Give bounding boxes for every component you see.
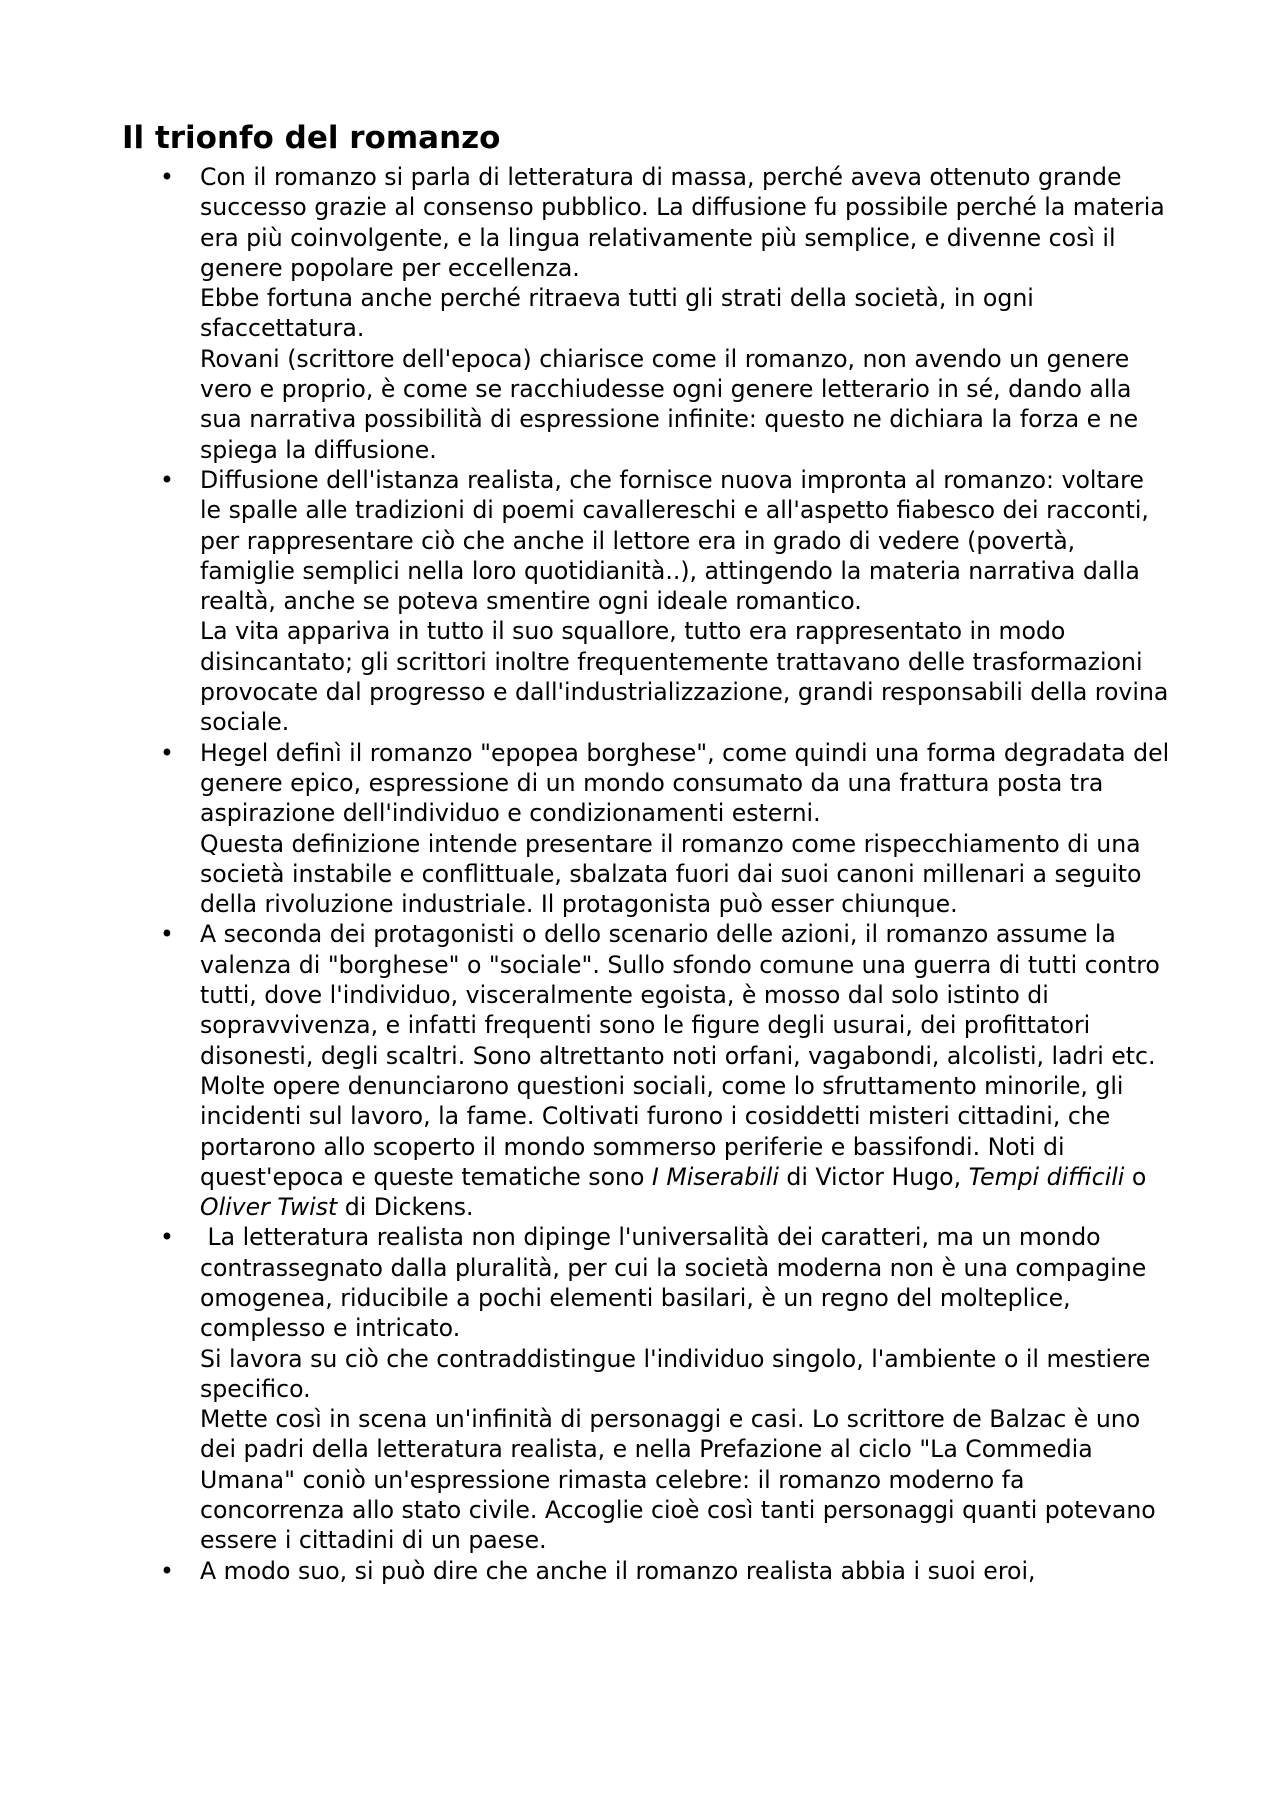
work-title: Tempi difficili [968, 1162, 1125, 1191]
bullet-icon: • [160, 1556, 174, 1585]
bullet-icon: • [160, 163, 174, 191]
paragraph: Con il romanzo si parla di letteratura di massa, perché aveva ottenuto grande successo grazie al consenso pubblico. La diffusione fu possibile perché la materia era più coinvolgente, e la lingua relativamente più semplice, e divenne così il genere popolare per eccellenza. [200, 163, 1165, 282]
bullet-icon: • [160, 920, 174, 949]
bullet-icon: • [160, 738, 174, 767]
paragraph: Questa definizione intende presentare il romanzo come rispecchiamento di una società instabile e conflittuale, sbalzata fuori dai suoi canoni millenari a seguito della rivoluzione industriale. Il protagonista può esser chiunque. [200, 829, 1142, 919]
list-item [0, 465, 1280, 738]
paragraph: La letteratura realista non dipinge l'universalità dei caratteri, ma un mondo contrassegnato dalla pluralità, per cui la società moderna non è una compagine omogenea, riducibile a pochi elementi basilari, è un regno del molteplice, complesso e intricato. [200, 1223, 1154, 1343]
list-item [0, 162, 1280, 465]
paragraph: Mette così in scena un'infinità di personaggi e casi. Lo scrittore de Balzac è uno dei padri della letteratura realista, e nella Prefazione al ciclo "La Commedia Umana" coniò un'espressione rimasta celebre: il romanzo moderno fa concorrenza allo stato civile. Accoglie cioè così tanti personaggi quanti potevano essere i cittadini di un paese. [200, 1405, 1156, 1555]
work-title: Oliver Twist [200, 1193, 338, 1222]
paragraph-text: di Victor Hugo, [778, 1162, 969, 1191]
paragraph: Si lavora su ciò che contraddistingue l'individuo singolo, l'ambiente o il mestiere specifico. [200, 1344, 1151, 1403]
paragraph: Ebbe fortuna anche perché ritraeva tutti gli strati della società, in ogni sfaccettatura. [200, 284, 1034, 343]
bullet-list [0, 162, 1280, 1586]
paragraph: Hegel definì il romanzo "epopea borghese", come quindi una forma degradata del genere epico, espressione di un mondo consumato da una frattura posta tra aspirazione dell'individuo e condizionamenti esterni. [200, 738, 1170, 828]
paragraph: La vita appariva in tutto il suo squallore, tutto era rappresentato in modo disincantato; gli scrittori inoltre frequentemente trattavano delle trasformazioni provocate dal progresso e dall'industrializzazione, grandi responsabili della rovina sociale. [200, 617, 1169, 737]
paragraph: A modo suo, si può dire che anche il romanzo realista abbia i suoi eroi, [200, 1556, 1036, 1585]
paragraph: Diffusione dell'istanza realista, che fornisce nuova impronta al romanzo: voltare le spalle alle tradizioni di poemi cavallereschi e all'aspetto fiabesco dei racconti, per rappresentare ciò che anche il lettore era in grado di vedere (povertà, famiglie semplici nella loro quotidianità..), attingendo la materia narrativa dalla realtà, anche se poteva smentire ogni ideale romantico. [200, 465, 1149, 616]
page-title: Il trionfo del romanzo [122, 120, 501, 156]
list-item [0, 1222, 1280, 1555]
list-item [0, 1556, 1280, 1586]
paragraph: Rovani (scrittore dell'epoca) chiarisce come il romanzo, non avendo un genere vero e proprio, è come se racchiudesse ogni genere letterario in sé, dando alla sua narrativa possibilità di espressione infinite: questo ne dichiara la forza e ne spiega la diffusione. [200, 344, 1139, 464]
list-item [0, 919, 1280, 1222]
work-title: I Miserabili [651, 1162, 779, 1191]
paragraph-text: o [1124, 1162, 1147, 1191]
bullet-icon: • [160, 1223, 174, 1252]
list-item [0, 738, 1280, 920]
paragraph-text: di Dickens. [337, 1193, 474, 1222]
bullet-icon: • [160, 465, 174, 494]
paragraph-text: A seconda dei protagonisti o dello scenario delle azioni, il romanzo assume la valenza di "borghese" o "sociale". Sullo sfondo comune una guerra di tutti contro tutti, dove l'individuo, visceralmente egoista, è mosso dal solo istinto di sopravvivenza, e infatti frequenti sono le figure degli usurai, dei profittatori disonesti, degli scaltri. Sono altrettanto noti orfani, vagabondi, alcolisti, ladri etc. Molte opere denunciarono questioni sociali, come lo sfruttamento minorile, gli incidenti sul lavoro, la fame. Coltivati furono i cosiddetti misteri cittadini, che portarono allo scoperto il mondo sommerso periferie e bassifondi. Noti di quest'epoca e queste tematiche sono [200, 920, 1160, 1191]
paragraph [200, 919, 1170, 1222]
